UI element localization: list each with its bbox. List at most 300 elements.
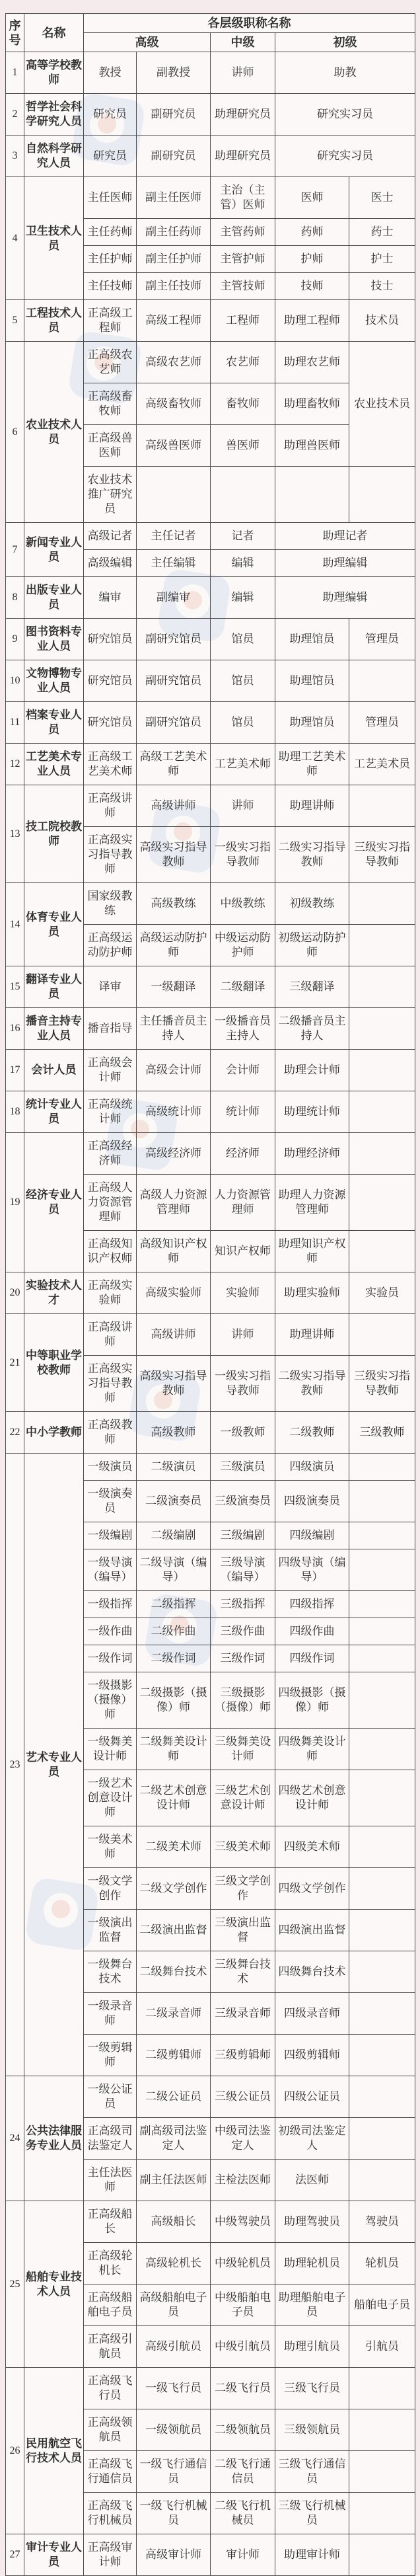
title-cell: 二级导演（编导） (137, 1549, 211, 1591)
title-cell: 一级演员 (84, 1454, 137, 1481)
category-cell: 公共法律服务专业人员 (24, 2076, 84, 2201)
title-cell: 正高级审计师 (84, 2534, 137, 2576)
titles-table-wrapper (5, 13, 415, 2576)
title-cell (349, 1645, 415, 1672)
title-cell: 一级实习指导教师 (211, 827, 275, 883)
title-cell: 一级飞行员 (137, 2368, 211, 2409)
table-row (6, 785, 415, 827)
title-cell (349, 2035, 415, 2076)
title-cell: 四级导演（编导） (275, 1549, 349, 1591)
title-cell: 一级导演（编导） (84, 1549, 137, 1591)
title-cell: 实验员 (349, 1272, 415, 1314)
title-cell: 护师 (275, 246, 349, 273)
row-index-cell: 10 (6, 660, 24, 702)
title-cell: 助理工程师 (275, 300, 349, 342)
title-cell: 正高级飞行通信员 (84, 2451, 137, 2493)
category-cell: 体育专业人员 (24, 883, 84, 966)
category-cell: 高等学校教师 (24, 52, 84, 94)
title-cell: 初级教练 (275, 883, 349, 925)
title-cell (349, 1729, 415, 1770)
title-cell: 副研究馆员 (137, 660, 211, 702)
row-index-cell: 7 (6, 523, 24, 577)
row-index-cell: 1 (6, 52, 24, 94)
title-cell: 一级文学创作 (84, 1868, 137, 1910)
title-cell: 正高级兽医师 (84, 425, 137, 467)
table-row (6, 1412, 415, 1454)
title-cell: 助理引航员 (275, 2326, 349, 2368)
title-cell: 技术员 (349, 300, 415, 342)
title-cell: 高级实习指导教师 (137, 1356, 211, 1412)
title-cell: 主管药师 (211, 219, 275, 246)
title-cell: 正高级工艺美术师 (84, 744, 137, 785)
row-index-cell: 13 (6, 785, 24, 883)
title-cell: 副主任医师 (137, 177, 211, 219)
title-cell: 正高级农艺师 (84, 342, 137, 383)
title-cell: 二级剪辑师 (137, 2035, 211, 2076)
category-cell: 中等职业学校教师 (24, 1314, 84, 1412)
title-cell: 高级运动防护师 (137, 925, 211, 966)
title-cell: 主检法医师 (211, 2160, 275, 2201)
title-cell: 畜牧师 (211, 383, 275, 425)
title-cell: 研究实习员 (275, 136, 415, 177)
title-cell: 一级作词 (84, 1645, 137, 1672)
title-cell: 助理统计师 (275, 1091, 349, 1133)
title-cell (349, 925, 415, 966)
row-index-cell: 17 (6, 1050, 24, 1091)
title-cell: 高级船长 (137, 2201, 211, 2243)
title-cell: 二级美术师 (137, 1826, 211, 1868)
title-cell: 管理员 (349, 702, 415, 744)
title-cell: 主任法医师 (84, 2160, 137, 2201)
title-cell: 二级实习指导教师 (275, 827, 349, 883)
title-cell: 副主任法医师 (137, 2160, 211, 2201)
title-cell: 兽医师 (211, 425, 275, 467)
category-cell: 翻译专业人员 (24, 966, 84, 1008)
title-cell: 四级录音师 (275, 1993, 349, 2035)
header-level-middle: 中级 (211, 33, 275, 52)
category-cell: 哲学社会科学研究人员 (24, 94, 84, 136)
title-cell: 三级领航员 (275, 2409, 349, 2451)
title-cell (349, 1522, 415, 1549)
title-cell (349, 1770, 415, 1826)
title-cell: 正高级实习指导教师 (84, 827, 137, 883)
row-index-cell: 16 (6, 1008, 24, 1050)
header-level-junior: 初级 (275, 33, 415, 52)
title-cell: 高级会计师 (137, 1050, 211, 1091)
title-cell: 中级运动防护师 (211, 925, 275, 966)
title-cell: 高级经济师 (137, 1133, 211, 1175)
title-cell: 三级实习指导教师 (349, 827, 415, 883)
title-cell: 四级舞美设计师 (275, 1729, 349, 1770)
title-cell: 人力资源管理师 (211, 1175, 275, 1231)
title-cell: 助教 (275, 52, 415, 94)
title-cell (349, 1910, 415, 1951)
category-cell: 经济专业人员 (24, 1133, 84, 1272)
title-cell: 副编审 (137, 577, 211, 619)
title-cell: 二级指挥 (137, 1591, 211, 1618)
table-row (6, 1272, 415, 1314)
title-cell: 四级文学创作 (275, 1868, 349, 1910)
title-cell: 译审 (84, 966, 137, 1008)
table-row (6, 1314, 415, 1356)
title-cell (349, 1826, 415, 1868)
title-cell: 一级作曲 (84, 1618, 137, 1645)
row-index-cell: 9 (6, 619, 24, 660)
title-cell: 高级农艺师 (137, 342, 211, 383)
title-cell: 高级记者 (84, 523, 137, 550)
title-cell: 二级翻译 (211, 966, 275, 1008)
title-cell: 医师 (275, 177, 349, 219)
title-cell: 研究员 (84, 94, 137, 136)
title-cell: 三级飞行机械员 (275, 2493, 349, 2534)
title-cell: 教授 (84, 52, 137, 94)
title-cell: 助理畜牧师 (275, 383, 349, 425)
title-cell: 高级工程师 (137, 300, 211, 342)
table-row (6, 1454, 415, 1481)
title-cell: 助理编辑 (275, 550, 415, 577)
title-cell: 记者 (211, 523, 275, 550)
title-cell: 四级演员 (275, 1454, 349, 1481)
category-cell: 出版专业人员 (24, 577, 84, 619)
title-cell: 二级舞美设计师 (137, 1729, 211, 1770)
title-cell: 二级舞台技术 (137, 1951, 211, 1993)
title-cell: 高级轮机长 (137, 2243, 211, 2284)
title-cell: 助理馆员 (275, 660, 349, 702)
title-cell: 四级舞台技术 (275, 1951, 349, 1993)
title-cell (349, 2451, 415, 2493)
title-cell: 一级飞行通信员 (137, 2451, 211, 2493)
table-row (6, 883, 415, 925)
title-cell (349, 1549, 415, 1591)
title-cell: 四级摄影（摄像）师 (275, 1672, 349, 1729)
title-cell: 一级艺术创意设计师 (84, 1770, 137, 1826)
title-cell (349, 2076, 415, 2118)
title-cell: 正高级领航员 (84, 2409, 137, 2451)
title-cell: 讲师 (211, 1314, 275, 1356)
title-cell: 二级飞行机械员 (211, 2493, 275, 2534)
title-cell: 三级教师 (349, 1412, 415, 1454)
title-cell: 高级教练 (137, 883, 211, 925)
title-cell: 正高级引航员 (84, 2326, 137, 2368)
title-cell: 一级剪辑师 (84, 2035, 137, 2076)
table-row (6, 2076, 415, 2118)
title-cell: 助理研究员 (211, 136, 275, 177)
title-cell: 编辑 (211, 577, 275, 619)
title-cell: 主任护师 (84, 246, 137, 273)
row-index-cell: 8 (6, 577, 24, 619)
title-cell: 副主任技师 (137, 273, 211, 300)
title-cell (349, 1091, 415, 1133)
title-cell: 助理实验师 (275, 1272, 349, 1314)
title-cell (349, 467, 415, 523)
title-cell: 主任技师 (84, 273, 137, 300)
title-cell: 研究馆员 (84, 660, 137, 702)
title-cell: 中级驾驶员 (211, 2201, 275, 2243)
category-cell: 自然科学研究人员 (24, 136, 84, 177)
title-cell (349, 2118, 415, 2160)
table-row (6, 136, 415, 177)
title-cell: 三级实习指导教师 (349, 1356, 415, 1412)
title-cell: 高级讲师 (137, 1314, 211, 1356)
title-cell: 二级艺术创意设计师 (137, 1770, 211, 1826)
category-cell: 技工院校教师 (24, 785, 84, 883)
title-cell: 高级统计师 (137, 1091, 211, 1133)
title-cell (275, 467, 349, 523)
title-cell (349, 1591, 415, 1618)
title-cell: 二级飞行员 (211, 2368, 275, 2409)
title-cell: 二级播音员主持人 (275, 1008, 349, 1050)
title-cell: 一级翻译 (137, 966, 211, 1008)
title-cell (349, 2368, 415, 2409)
table-row (6, 660, 415, 702)
title-cell: 一级编剧 (84, 1522, 137, 1549)
title-cell: 三级舞美设计师 (211, 1729, 275, 1770)
title-cell: 二级文学创作 (137, 1868, 211, 1910)
title-cell: 三级艺术创意设计师 (211, 1770, 275, 1826)
title-cell: 三级摄影（摄像）师 (211, 1672, 275, 1729)
title-cell: 技士 (349, 273, 415, 300)
title-cell: 正高级讲师 (84, 1314, 137, 1356)
row-index-cell: 4 (6, 177, 24, 300)
title-cell: 三级编剧 (211, 1522, 275, 1549)
table-row (6, 577, 415, 619)
title-cell: 正高级经济师 (84, 1133, 137, 1175)
title-cell: 助理馆员 (275, 619, 349, 660)
title-cell: 四级演出监督 (275, 1910, 349, 1951)
title-cell: 高级教师 (137, 1412, 211, 1454)
table-row (6, 619, 415, 660)
title-cell: 一级公证员 (84, 2076, 137, 2118)
title-cell (349, 883, 415, 925)
title-cell: 四级编剧 (275, 1522, 349, 1549)
title-cell: 驾驶员 (349, 2201, 415, 2243)
title-cell: 助理会计师 (275, 1050, 349, 1091)
title-cell: 三级文学创作 (211, 1868, 275, 1910)
title-cell: 引航员 (349, 2326, 415, 2368)
titles-table (5, 13, 415, 2576)
category-cell: 统计专业人员 (24, 1091, 84, 1133)
title-cell: 高级编辑 (84, 550, 137, 577)
title-cell: 正高级船长 (84, 2201, 137, 2243)
title-cell: 正高级畜牧师 (84, 383, 137, 425)
title-cell: 主任医师 (84, 177, 137, 219)
title-cell: 四级美术师 (275, 1826, 349, 1868)
title-cell: 正高级司法鉴定人 (84, 2118, 137, 2160)
title-cell: 助理记者 (275, 523, 415, 550)
title-cell (211, 467, 275, 523)
title-cell: 二级录音师 (137, 1993, 211, 2035)
title-cell: 助理驾驶员 (275, 2201, 349, 2243)
title-cell: 研究馆员 (84, 702, 137, 744)
category-cell: 审计专业人员 (24, 2534, 84, 2576)
category-cell: 民用航空飞行技术人员 (24, 2368, 84, 2534)
title-cell: 正高级飞行员 (84, 2368, 137, 2409)
title-cell: 一级摄影（摄像）师 (84, 1672, 137, 1729)
table-row (6, 342, 415, 383)
title-cell: 药师 (275, 219, 349, 246)
title-cell: 高级兽医师 (137, 425, 211, 467)
title-cell: 农业技术推广研究员 (84, 467, 137, 523)
table-row (6, 966, 415, 1008)
title-cell: 副研究员 (137, 136, 211, 177)
title-cell: 副主任药师 (137, 219, 211, 246)
title-cell: 三级导演（编导） (211, 1549, 275, 1591)
title-cell: 副研究馆员 (137, 619, 211, 660)
title-cell (349, 785, 415, 827)
title-cell: 高级人力资源管理师 (137, 1175, 211, 1231)
title-cell: 知识产权师 (211, 1231, 275, 1272)
title-cell: 审计师 (211, 2534, 275, 2576)
title-cell: 四级公证员 (275, 2076, 349, 2118)
title-cell: 一级演出监督 (84, 1910, 137, 1951)
row-index-cell: 27 (6, 2534, 24, 2576)
title-cell: 医士 (349, 177, 415, 219)
title-cell: 副高级司法鉴定人 (137, 2118, 211, 2160)
title-cell: 高级畜牧师 (137, 383, 211, 425)
category-cell: 工程技术人员 (24, 300, 84, 342)
title-cell: 助理兽医师 (275, 425, 349, 467)
title-cell: 三级录音师 (211, 1993, 275, 2035)
title-cell: 三级指挥 (211, 1591, 275, 1618)
row-index-cell: 24 (6, 2076, 24, 2201)
title-cell: 助理轮机员 (275, 2243, 349, 2284)
row-index-cell: 23 (6, 1454, 24, 2076)
title-cell (349, 966, 415, 1008)
title-cell: 副研究员 (137, 94, 211, 136)
title-cell: 管理员 (349, 619, 415, 660)
title-cell: 中级引航员 (211, 2326, 275, 2368)
title-cell (349, 660, 415, 702)
title-cell: 助理研究员 (211, 94, 275, 136)
title-cell: 四级剪辑师 (275, 2035, 349, 2076)
title-cell: 正高级实习指导教师 (84, 1356, 137, 1412)
title-cell: 助理工艺美术师 (275, 744, 349, 785)
category-cell: 农业技术人员 (24, 342, 84, 523)
title-cell: 主治（主管）医师 (211, 177, 275, 219)
title-cell: 四级艺术创意设计师 (275, 1770, 349, 1826)
title-cell: 会计师 (211, 1050, 275, 1091)
row-index-cell: 3 (6, 136, 24, 177)
title-cell: 助理编辑 (275, 577, 415, 619)
title-cell: 技师 (275, 273, 349, 300)
row-index-cell: 20 (6, 1272, 24, 1314)
title-cell (349, 2493, 415, 2534)
title-cell: 三级剪辑师 (211, 2035, 275, 2076)
title-cell: 正高级会计师 (84, 1050, 137, 1091)
table-row (6, 1050, 415, 1091)
title-cell: 正高级运动防护师 (84, 925, 137, 966)
row-index-cell: 6 (6, 342, 24, 523)
title-cell: 二级演员 (137, 1454, 211, 1481)
row-index-cell: 12 (6, 744, 24, 785)
title-cell (349, 1951, 415, 1993)
title-cell (349, 1050, 415, 1091)
title-cell: 中级司法鉴定人 (211, 2118, 275, 2160)
title-cell: 副研究馆员 (137, 702, 211, 744)
title-cell: 法医师 (275, 2160, 349, 2201)
title-cell: 一级指挥 (84, 1591, 137, 1618)
title-cell: 二级飞行通信员 (211, 2451, 275, 2493)
title-cell: 高级工艺美术师 (137, 744, 211, 785)
title-cell: 一级领航员 (137, 2409, 211, 2451)
title-cell: 一级实习指导教师 (211, 1356, 275, 1412)
title-cell: 中级教练 (211, 883, 275, 925)
title-cell: 药士 (349, 219, 415, 246)
title-cell: 副教授 (137, 52, 211, 94)
category-cell: 工艺美术专业人员 (24, 744, 84, 785)
category-cell: 会计人员 (24, 1050, 84, 1091)
title-cell: 高级审计师 (137, 2534, 211, 2576)
title-cell: 农业技术员 (349, 342, 415, 467)
title-cell: 二级作词 (137, 1645, 211, 1672)
title-cell: 主管技师 (211, 273, 275, 300)
title-cell: 正高级轮机长 (84, 2243, 137, 2284)
title-cell: 初级司法鉴定人 (275, 2118, 349, 2160)
title-cell: 一级演奏员 (84, 1481, 137, 1522)
title-cell: 二级演奏员 (137, 1481, 211, 1522)
title-cell: 工程师 (211, 300, 275, 342)
category-cell: 档案专业人员 (24, 702, 84, 744)
title-cell: 统计师 (211, 1091, 275, 1133)
category-cell: 文物博物专业人员 (24, 660, 84, 702)
table-row (6, 2534, 415, 2576)
title-cell: 主任药师 (84, 219, 137, 246)
title-cell: 馆员 (211, 702, 275, 744)
header-level-senior: 高级 (84, 33, 211, 52)
title-cell (349, 1008, 415, 1050)
title-cell: 中级轮机员 (211, 2243, 275, 2284)
title-cell: 一级舞美设计师 (84, 1729, 137, 1770)
title-cell: 一级播音员主持人 (211, 1008, 275, 1050)
category-cell: 中小学教师 (24, 1412, 84, 1454)
title-cell: 工艺美术师 (211, 744, 275, 785)
title-cell: 三级作词 (211, 1645, 275, 1672)
title-cell: 编审 (84, 577, 137, 619)
title-cell: 研究实习员 (275, 94, 415, 136)
title-cell (349, 1314, 415, 1356)
title-cell: 主管护师 (211, 246, 275, 273)
title-cell: 助理农艺师 (275, 342, 349, 383)
title-cell: 四级作曲 (275, 1618, 349, 1645)
title-cell: 二级实习指导教师 (275, 1356, 349, 1412)
category-cell: 卫生技术人员 (24, 177, 84, 300)
title-cell: 农艺师 (211, 342, 275, 383)
title-cell: 三级公证员 (211, 2076, 275, 2118)
title-cell: 国家级教练 (84, 883, 137, 925)
title-cell: 二级编剧 (137, 1522, 211, 1549)
title-cell: 正高级船舶电子员 (84, 2284, 137, 2326)
title-cell: 助理审计师 (275, 2534, 349, 2576)
title-cell: 馆员 (211, 619, 275, 660)
title-cell (349, 1175, 415, 1231)
title-cell: 实验师 (211, 1272, 275, 1314)
title-cell: 中级船舶电子员 (211, 2284, 275, 2326)
category-cell: 艺术专业人员 (24, 1454, 84, 2076)
title-cell: 二级演出监督 (137, 1910, 211, 1951)
title-cell: 三级作曲 (211, 1618, 275, 1645)
title-cell: 轮机员 (349, 2243, 415, 2284)
title-cell: 主任编辑 (137, 550, 211, 577)
title-cell: 高级知识产权师 (137, 1231, 211, 1272)
title-cell (349, 1231, 415, 1272)
title-cell (349, 1993, 415, 2035)
title-cell: 三级演出监督 (211, 1910, 275, 1951)
title-cell: 正高级人力资源管理师 (84, 1175, 137, 1231)
title-cell: 助理讲师 (275, 1314, 349, 1356)
table-row (6, 177, 415, 219)
title-cell (349, 1481, 415, 1522)
title-cell: 编辑 (211, 550, 275, 577)
